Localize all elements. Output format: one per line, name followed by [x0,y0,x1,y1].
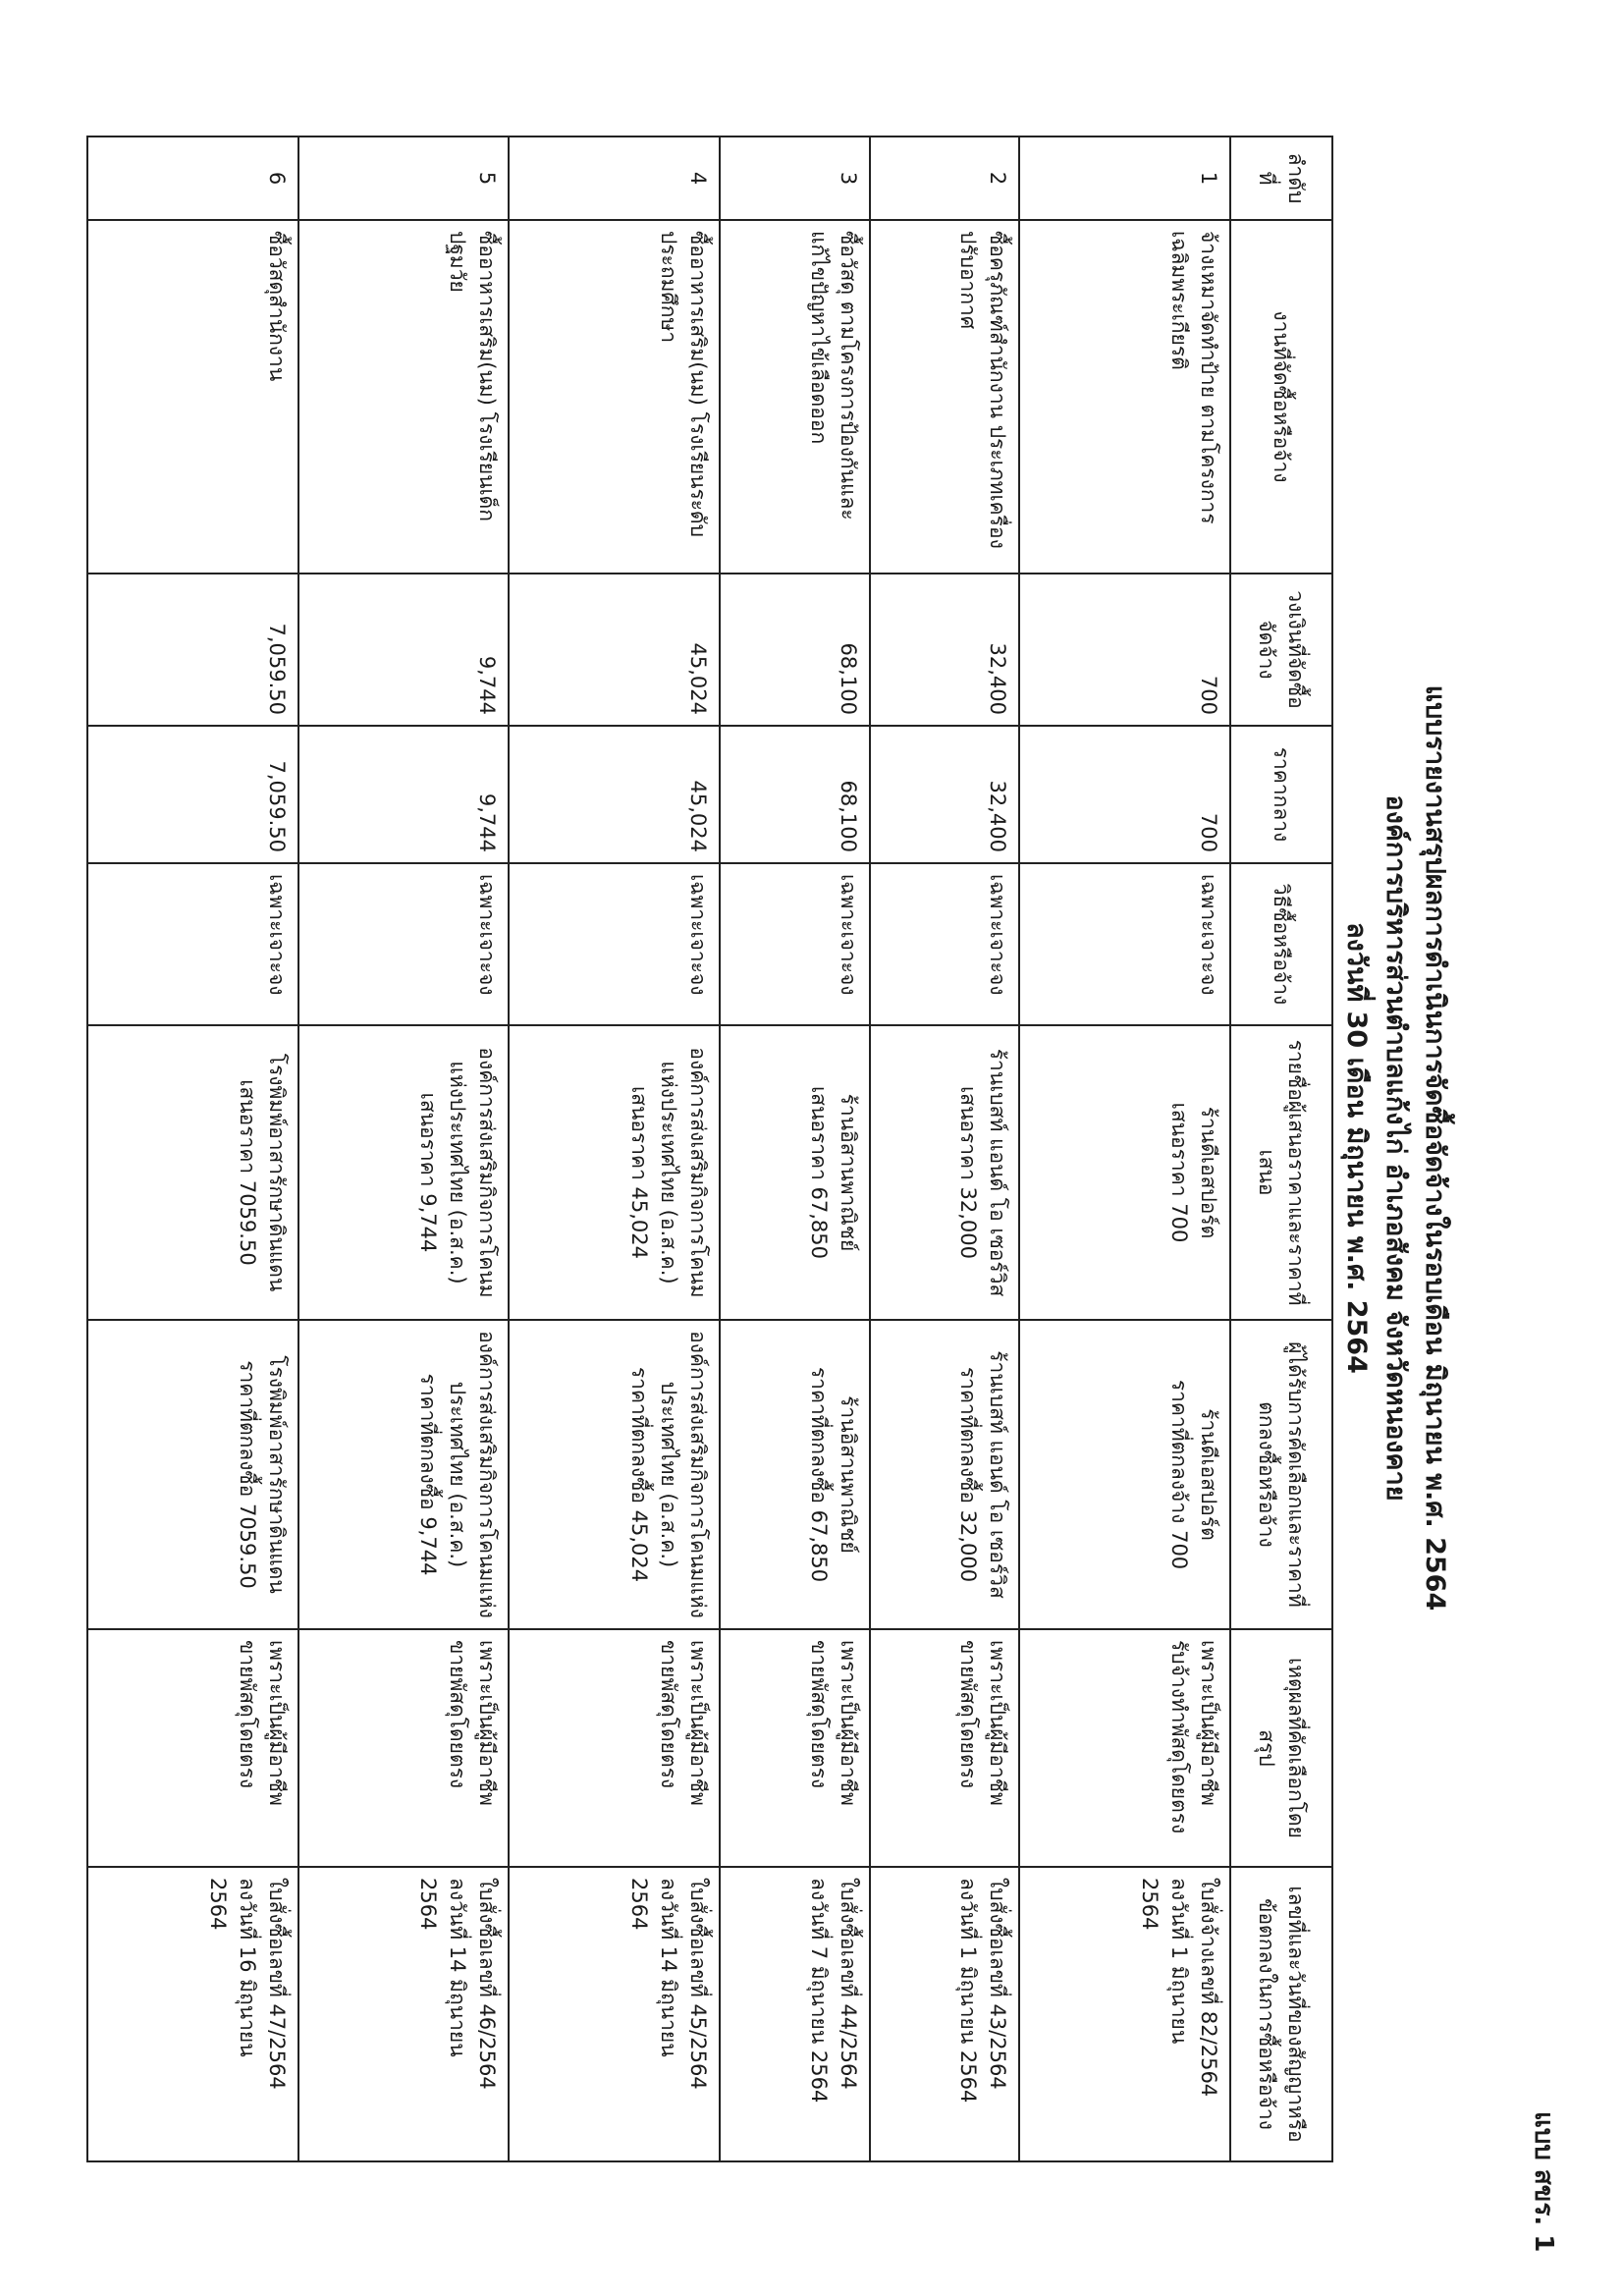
row-winner [298,1320,510,1629]
row-budget: 45,024 [509,574,720,726]
contract-line: ใบสั่งซื้อเลขที่ 45/2564 [685,1878,710,2090]
winner-price: ราคาที่ตกลงซื้อ 7059.50 [235,1360,259,1589]
contract-line: ลงวันที่ 16 มิถุนายน [235,1878,259,2057]
row-bidders [720,1025,870,1320]
reason-line: ขายพัสดุโดยตรง [806,1640,831,1789]
reason-line: เพราะเป็นผู้มีอาชีพ [1197,1640,1220,1806]
row-no: 6 [87,137,298,220]
form-code: แบบ สขร. 1 [1529,2111,1558,2253]
row-median-price: 7,059.50 [87,726,298,863]
contract-line: ใบสั่งซื้อเลขที่ 43/2564 [986,1878,1010,2090]
report-titles [1336,0,1454,2296]
row-median-price: 9,744 [298,726,510,863]
row-work: ซื้อครุภัณฑ์สำนักงาน ประเภทเครื่องปรับอากาศ [870,220,1020,574]
contract-line: ลงวันที่ 1 มิถุนายน [1167,1878,1191,2045]
row-budget: 7,059.50 [87,574,298,726]
reason-line: ขายพัสดุโดยตรง [446,1640,470,1789]
winner-price: ราคาที่ตกลงซื้อ 32,000 [956,1366,981,1583]
row-median-price: 700 [1019,726,1230,863]
table-row [509,137,720,2161]
row-reason [870,1629,1020,1867]
row-contract [298,1867,510,2161]
reason-line: เพราะเป็นผู้มีอาชีพ [475,1640,500,1806]
table-header-row [1230,137,1332,2161]
row-reason [298,1629,510,1867]
winner-price: ราคาที่ตกลงซื้อ 67,850 [806,1366,831,1583]
row-contract [720,1867,870,2161]
contract-line: 2564 [205,1878,230,1931]
row-winner [720,1320,870,1629]
bidder-price: เสนอราคา 9,744 [416,1092,441,1253]
reason-line: ขายพัสดุโดยตรง [656,1640,680,1789]
contract-line: ใบสั่งจ้างเลขที่ 82/2564 [1197,1878,1220,2098]
reason-line: ขายพัสดุโดยตรง [235,1640,259,1789]
bidder-price: เสนอราคา 67,850 [806,1085,831,1260]
winner-price: ราคาที่ตกลงซื้อ 45,024 [626,1366,651,1583]
winner-name: ร้านอิสานพาณิชย์ [836,1395,860,1554]
row-winner [870,1320,1020,1629]
row-method: เฉพาะเจาะจง [87,863,298,1025]
row-no: 5 [298,137,510,220]
table-row [87,137,298,2161]
winner-name: ร้านเบสท์ แอนด์ โอ เซอร์วิส [986,1350,1010,1599]
reason-line: เพราะเป็นผู้มีอาชีพ [836,1640,860,1806]
report-date: ลงวันที่ 30 เดือน มิถุนายน พ.ศ. 2564 [1341,922,1372,1374]
row-budget: 68,100 [720,574,870,726]
header-winner: ผู้ได้รับการคัดเลือกและราคาที่ตกลงซื้อหรือจ้าง [1230,1320,1332,1629]
row-work: ซื้ออาหารเสริม(นม) โรงเรียนเด็กปฐมวัย [298,220,510,574]
row-median-price: 45,024 [509,726,720,863]
row-method: เฉพาะเจาะจง [1019,863,1230,1025]
header-budget: วงเงินที่จัดซื้อจัดจ้าง [1230,574,1332,726]
row-winner [87,1320,298,1629]
winner-name: โรงพิมพ์อาสารักษาดินแดน [264,1355,289,1594]
table-row [870,137,1020,2161]
row-winner [1019,1320,1230,1629]
row-budget: 700 [1019,574,1230,726]
contract-line: ลงวันที่ 7 มิถุนายน 2564 [806,1878,831,2104]
winner-name: องค์การส่งเสริมกิจการโคนมแห่งประเทศไทย (อ.ส.ค.) [446,1331,500,1618]
row-budget: 9,744 [298,574,510,726]
bidder-price: เสนอราคา 45,024 [626,1085,651,1260]
bidder-name: องค์การส่งเสริมกิจการโคนมแห่งประเทศไทย (อ.ส.ค.) [446,1047,500,1298]
contract-line: ลงวันที่ 14 มิถุนายน [446,1878,470,2057]
report-title: แบบรายงานสรุปผลการดำเนินการจัดซื้อจัดจ้างในรอบเดือน มิถุนายน พ.ศ. 2564 [1420,684,1450,1612]
bidder-price: เสนอราคา 32,000 [956,1085,981,1260]
header-no: ลำดับที่ [1230,137,1332,220]
reason-line: ขายพัสดุโดยตรง [956,1640,981,1789]
contract-line: 2564 [416,1878,441,1931]
row-reason [720,1629,870,1867]
row-work: ซื้ออาหารเสริม(นม) โรงเรียนระดับประถมศึกษา [509,220,720,574]
row-work: ซื้อวัสดุ ตามโครงการป้องกันและแก้ไขปัญหาไข้เลือดออก [720,220,870,574]
header-reason: เหตุผลที่คัดเลือกโดยสรุป [1230,1629,1332,1867]
header-method: วิธีซื้อหรือจ้าง [1230,863,1332,1025]
row-bidders [509,1025,720,1320]
contract-line: ใบสั่งซื้อเลขที่ 46/2564 [475,1878,500,2090]
row-method: เฉพาะเจาะจง [720,863,870,1025]
table-row [720,137,870,2161]
row-budget: 32,400 [870,574,1020,726]
row-contract [1019,1867,1230,2161]
table-row [1019,137,1230,2161]
row-reason [1019,1629,1230,1867]
bidder-price: เสนอราคา 700 [1167,1102,1191,1243]
row-bidders [298,1025,510,1320]
row-no: 3 [720,137,870,220]
reason-line: เพราะเป็นผู้มีอาชีพ [264,1640,289,1806]
bidder-name: ร้านอิสานพาณิชย์ [836,1093,860,1252]
table-row [298,137,510,2161]
bidder-name: ร้านเบสท์ แอนด์ โอ เซอร์วิส [986,1048,1010,1297]
row-no: 1 [1019,137,1230,220]
bidder-name: ร้านดีเอสปอร์ต [1197,1106,1220,1239]
row-method: เฉพาะเจาะจง [870,863,1020,1025]
header-work: งานที่จัดซื้อหรือจ้าง [1230,220,1332,574]
header-bidders: รายชื่อผู้เสนอราคาและราคาที่เสนอ [1230,1025,1332,1320]
header-contract: เลขที่และวันที่ของสัญญาหรือข้อตกลงในการซื้อหรือจ้าง [1230,1867,1332,2161]
row-no: 4 [509,137,720,220]
row-bidders [870,1025,1020,1320]
winner-name: ร้านดีเอสปอร์ต [1197,1408,1220,1541]
reason-line: เพราะเป็นผู้มีอาชีพ [685,1640,710,1806]
row-method: เฉพาะเจาะจง [298,863,510,1025]
row-work: จ้างเหมาจัดทำป้าย ตามโครงการเฉลิมพระเกียรติ [1019,220,1230,574]
contract-line: ใบสั่งซื้อเลขที่ 47/2564 [264,1878,289,2090]
row-contract [509,1867,720,2161]
row-reason [509,1629,720,1867]
bidder-price: เสนอราคา 7059.50 [235,1079,259,1266]
row-winner [509,1320,720,1629]
row-median-price: 32,400 [870,726,1020,863]
header-median-price: ราคากลาง [1230,726,1332,863]
procurement-table [86,136,1333,2162]
row-work: ซื้อวัสดุสำนักงาน [87,220,298,574]
reason-line: รับจ้างทำพัสดุโดยตรง [1167,1640,1191,1834]
contract-line: ใบสั่งซื้อเลขที่ 44/2564 [836,1878,860,2090]
row-bidders [87,1025,298,1320]
row-reason [87,1629,298,1867]
contract-line: ลงวันที่ 14 มิถุนายน [656,1878,680,2057]
row-no: 2 [870,137,1020,220]
row-median-price: 68,100 [720,726,870,863]
winner-name: องค์การส่งเสริมกิจการโคนมแห่งประเทศไทย (อ.ส.ค.) [656,1331,710,1618]
bidder-name: องค์การส่งเสริมกิจการโคนมแห่งประเทศไทย (อ.ส.ค.) [656,1047,710,1298]
organization-title: องค์การบริหารส่วนตำบลแก้งไก่ อำเภอสังคม จังหวัดหนองคาย [1380,794,1411,1502]
row-contract [870,1867,1020,2161]
reason-line: เพราะเป็นผู้มีอาชีพ [986,1640,1010,1806]
contract-line: ลงวันที่ 1 มิถุนายน 2564 [956,1878,981,2104]
row-method: เฉพาะเจาะจง [509,863,720,1025]
winner-price: ราคาที่ตกลงซื้อ 9,744 [416,1373,441,1576]
bidder-name: โรงพิมพ์อาสารักษาดินแดน [264,1053,289,1292]
contract-line: 2564 [1138,1878,1162,1931]
row-contract [87,1867,298,2161]
row-bidders [1019,1025,1230,1320]
contract-line: 2564 [626,1878,651,1931]
winner-price: ราคาที่ตกลงจ้าง 700 [1167,1379,1191,1570]
